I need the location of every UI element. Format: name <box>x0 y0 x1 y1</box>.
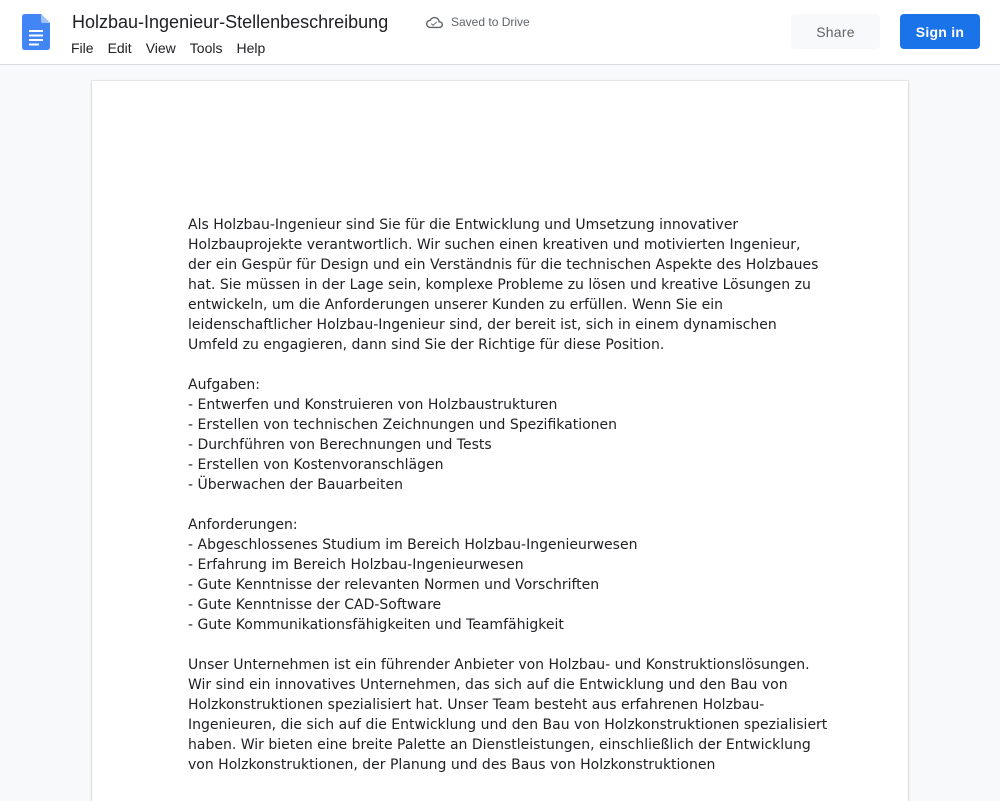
menu-help[interactable]: Help <box>236 40 266 56</box>
list-item: - Gute Kommunikationsfähigkeiten und Teamfähigkeit <box>188 617 564 633</box>
intro-paragraph: Als Holzbau-Ingenieur sind Sie für die Entwicklung und Umsetzung innovativer Holzbauprojekte verantwortlich. Wir suchen einen kreativen und motivierten Ingenieur, der ein Gespür für Design und ein Verständnis für die technischen Aspekte des Holzbaues hat. Sie müssen in der Lage sein, komplexe Probleme zu lösen und kreative Lösungen zu entwickeln, um die Anforderungen unserer Kunden zu erfüllen. Wenn Sie ein leidenschaftlicher Holzbau-Ingenieur sind, der bereit ist, sich in einem dynamischen Umfeld zu engagieren, dann sind Sie der Richtige für diese Position. <box>188 217 819 353</box>
menu-tools[interactable]: Tools <box>189 40 223 56</box>
requirements-heading: Anforderungen: <box>188 517 298 533</box>
list-item: - Erstellen von technischen Zeichnungen und Spezifikationen <box>188 417 618 433</box>
list-item: - Durchführen von Berechnungen und Tests <box>188 437 492 453</box>
save-status-label: Saved to Drive <box>451 15 530 29</box>
list-item: - Überwachen der Bauarbeiten <box>188 477 404 493</box>
menu-view[interactable]: View <box>145 40 176 56</box>
list-item: - Erstellen von Kostenvoranschlägen <box>188 457 444 473</box>
sign-in-button[interactable]: Sign in <box>900 14 980 49</box>
tasks-heading: Aufgaben: <box>188 377 260 393</box>
list-item: - Erfahrung im Bereich Holzbau-Ingenieurwesen <box>188 557 524 573</box>
document-title[interactable]: Holzbau-Ingenieur-Stellenbeschreibung <box>72 12 389 32</box>
google-docs-icon[interactable] <box>22 14 50 50</box>
requirements-list <box>188 535 828 635</box>
cloud-check-icon <box>426 14 443 31</box>
paragraph-spacer <box>188 495 828 515</box>
document-page[interactable] <box>92 81 908 801</box>
company-paragraph: Unser Unternehmen ist ein führender Anbieter von Holzbau- und Konstruktionslösungen. Wir sind ein innovatives Unternehmen, das sich auf die Entwicklung und den Bau von Holzkonstruktionen spezialisiert hat. Unser Team besteht aus erfahrenen Holzbau-Ingenieuren, die sich auf die Entwicklung und den Bau von Holzkonstruktionen spezialisiert haben. Wir bieten eine breite Palette an Dienstleistungen, einschließlich der Entwicklung von Holzkonstruktionen, der Planung und des Baus von Holzkonstruktionen <box>188 657 828 773</box>
app-header <box>0 0 1000 65</box>
save-status[interactable] <box>426 13 530 31</box>
tasks-list <box>188 395 828 495</box>
list-item: - Entwerfen und Konstruieren von Holzbaustrukturen <box>188 397 558 413</box>
menu-bar <box>64 38 272 58</box>
menu-file[interactable]: File <box>71 40 94 56</box>
list-item: - Gute Kenntnisse der relevanten Normen und Vorschriften <box>188 577 600 593</box>
list-item: - Abgeschlossenes Studium im Bereich Holzbau-Ingenieurwesen <box>188 537 638 553</box>
document-body[interactable] <box>188 215 828 775</box>
share-button[interactable]: Share <box>791 14 880 49</box>
paragraph-spacer <box>188 635 828 655</box>
list-item: - Gute Kenntnisse der CAD-Software <box>188 597 442 613</box>
menu-edit[interactable]: Edit <box>107 40 132 56</box>
paragraph-spacer <box>188 355 828 375</box>
